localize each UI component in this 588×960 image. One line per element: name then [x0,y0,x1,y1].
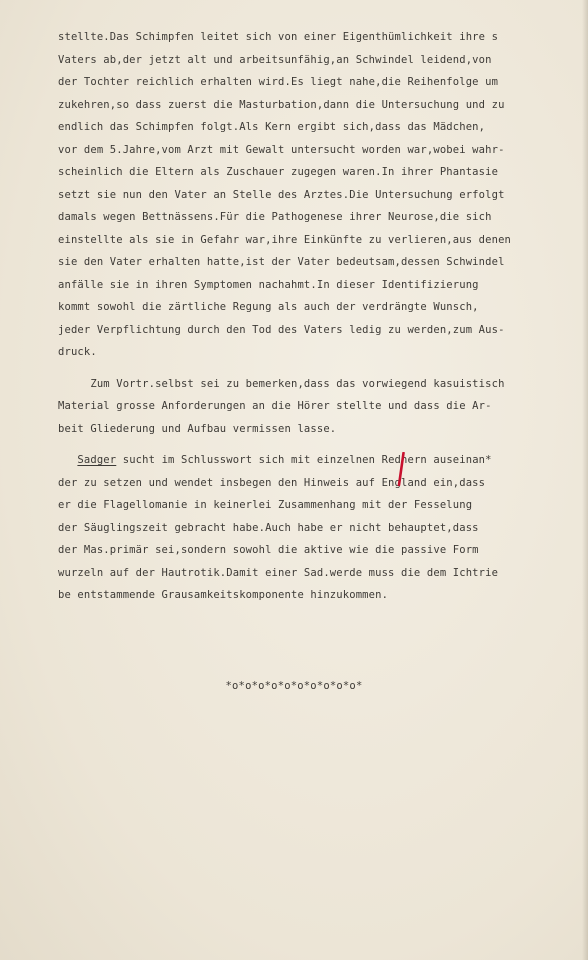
text-line: Zum Vortr.selbst sei zu bemerken,dass das vorwiegend kasuistisch [58,377,505,390]
text-line: zukehren,so dass zuerst die Masturbation,dann die Untersuchung und zu [58,98,505,111]
text-line: Material grosse Anforderungen an die Hörer stellte und dass die Ar- [58,400,492,412]
speaker-name: Sadger [77,454,117,466]
text-line: stellte.Das Schimpfen leitet sich von einer Eigenthümlichkeit ihre s [58,31,499,43]
paragraph-gap [58,440,586,449]
text-line: damals wegen Bettnässens.Für die Pathogenese ihrer Neurose,die sich [58,211,492,223]
text-line: beit Gliederung und Aufbau vermissen lasse. [58,422,337,435]
line-text: sucht im Schlusswort sich mit einzelnen Rednern auseinan* [116,454,492,466]
text-line: der zu setzen und wendet insbegen den Hinweis auf England ein,dass [58,476,486,489]
text-line: der Tochter reichlich erhalten wird.Es liegt nahe,die Reihenfolge um [58,76,499,88]
text-line: scheinlich die Eltern als Zuschauer zugegen waren.In ihrer Phantasie [58,166,499,178]
section-ornament: *o*o*o*o*o*o*o*o*o*o* [225,680,363,692]
paragraph-2 [58,373,586,441]
paragraph-gap [58,364,586,373]
text-line: sie den Vater erhalten hatte,ist der Vater bedeutsam,dessen Schwindel [58,256,505,268]
text-line: einstellte als sie in Gefahr war,ihre Einkünfte zu verlieren,aus denen [58,233,512,246]
text-line [58,449,586,472]
text-line: wurzeln auf der Hautrotik.Damit einer Sad.werde muss die dem Ichtrie [58,566,499,579]
text-line: jeder Verpflichtung durch den Tod des Vaters ledig zu werden,zum Aus- [58,323,505,336]
text-line: endlich das Schimpfen folgt.Als Kern ergibt sich,dass das Mädchen, [58,121,486,133]
indent [58,454,77,466]
text-line: be entstammende Grausamkeitskomponente hinzukommen. [58,589,389,601]
text-line: druck. [58,346,97,358]
text-line: der Mas.primär sei,sondern sowohl die aktive wie die passive Form [58,544,479,556]
text-line: er die Flagellomanie in keinerlei Zusammenhang mit der Fesselung [58,499,473,511]
paragraph-3 [58,449,586,607]
text-line: Vaters ab,der jetzt alt und arbeitsunfähig,an Schwindel leidend,von [58,53,492,66]
text-line: vor dem 5.Jahre,vom Arzt mit Gewalt untersucht worden war,wobei wahr- [58,143,505,156]
text-line: kommt sowohl die zärtliche Regung als auch der verdrängte Wunsch, [58,301,479,313]
text-line: setzt sie nun den Vater an Stelle des Arztes.Die Untersuchung erfolgt [58,188,505,201]
red-pencil-slash-icon [397,452,405,486]
paragraph-1 [58,26,586,364]
text-line: anfälle sie in ihren Symptomen nachahmt.In dieser Identifizierung [58,278,479,291]
text-line: der Säuglingszeit gebracht habe.Auch habe er nicht behauptet,dass [58,521,479,534]
typed-page-text [58,26,586,607]
